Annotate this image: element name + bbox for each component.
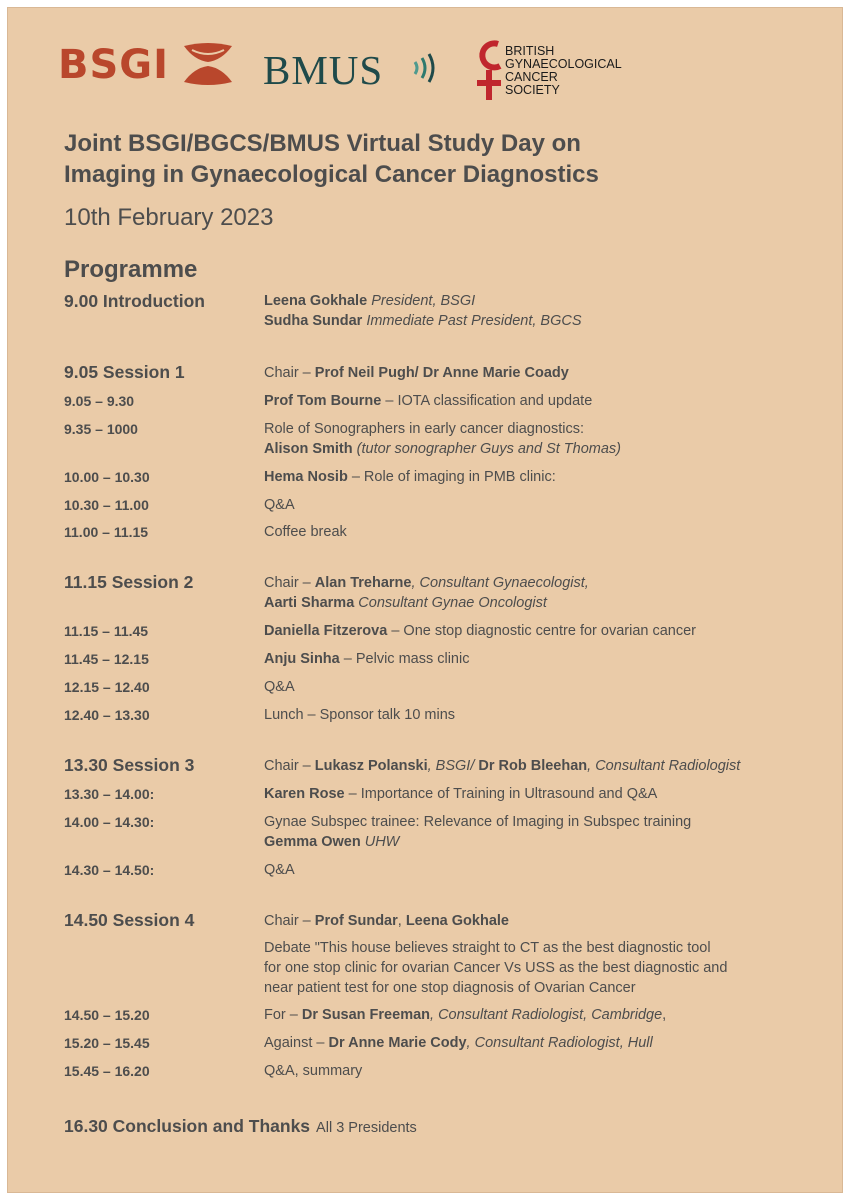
- bgcs-line-1: BRITISH: [505, 44, 555, 58]
- agenda-time: 9.05 – 9.30: [64, 393, 135, 409]
- talk-title: – IOTA classification and update: [381, 393, 593, 409]
- talk-title: Lunch – Sponsor talk 10 mins: [264, 707, 456, 723]
- intro-speaker-2-role: Immediate Past President, BGCS: [366, 313, 582, 329]
- talk-title: Q&A: [264, 679, 295, 695]
- intro-speaker-2: Sudha Sundar: [264, 313, 363, 329]
- agenda-time: 11.45 – 12.15: [64, 651, 149, 667]
- speaker-role: , Consultant Radiologist, Hull: [466, 1035, 653, 1051]
- bsgi-mark-icon: [178, 38, 238, 88]
- session3-chair-2: Dr Rob Bleehan: [478, 758, 588, 774]
- bgcs-logo: [505, 45, 622, 97]
- bgcs-line-2: GYNAECOLOGICAL: [505, 57, 622, 71]
- agenda-time: 15.20 – 15.45: [64, 1035, 150, 1051]
- agenda-time: 14.50 – 15.20: [64, 1007, 150, 1023]
- conclusion-presenters: All 3 Presidents: [316, 1120, 417, 1136]
- agenda-time: 11.00 – 11.15: [64, 524, 149, 540]
- agenda-time: 9.35 – 1000: [64, 421, 138, 437]
- session3-time: 13.30 Session 3: [64, 755, 195, 775]
- session4-chair-1: Prof Sundar: [314, 913, 398, 929]
- chair-prefix: Chair –: [264, 913, 315, 929]
- chair-role: Consultant Gynae Oncologist: [358, 595, 547, 611]
- speaker-name: Dr Susan Freeman: [301, 1007, 431, 1023]
- agenda-time: 10.30 – 11.00: [64, 497, 149, 513]
- intro-speaker-1-role: President, BSGI: [371, 293, 476, 309]
- debate-side: Against –: [264, 1035, 329, 1051]
- event-date: 10th February 2023: [64, 204, 274, 231]
- programme-sheet: [7, 7, 843, 1193]
- agenda-time: 12.15 – 12.40: [64, 679, 150, 695]
- session4-time: 14.50 Session 4: [64, 910, 195, 930]
- agenda-time: 15.45 – 16.20: [64, 1063, 150, 1079]
- session1-time: 9.05 Session 1: [64, 362, 185, 382]
- speaker-name: Karen Rose: [264, 786, 345, 802]
- bsgi-logo: BSGI: [58, 42, 170, 88]
- trailing-punct: ,: [662, 1007, 667, 1023]
- talk-title: – Role of imaging in PMB clinic:: [347, 469, 556, 485]
- speaker-note: UHW: [364, 834, 400, 850]
- conclusion-label: 16.30 Conclusion and Thanks: [64, 1116, 311, 1136]
- talk-title: Q&A: [264, 497, 295, 513]
- soundwave-icon: [411, 50, 439, 86]
- speaker-name: Daniella Fitzerova: [264, 623, 388, 639]
- bmus-logo: BMUS: [263, 47, 384, 93]
- speaker-name: Gemma Owen: [264, 834, 361, 850]
- female-symbol-icon: [474, 40, 504, 104]
- debate-line: for one stop clinic for ovarian Cancer Vs USS as the best diagnostic and: [264, 960, 728, 976]
- speaker-role: , Consultant Radiologist, Cambridge: [430, 1007, 663, 1023]
- title-line-1: Joint BSGI/BGCS/BMUS Virtual Study Day on: [64, 130, 581, 157]
- bgcs-line-3: CANCER: [505, 70, 558, 84]
- agenda-time: 12.40 – 13.30: [64, 707, 150, 723]
- agenda-time: 14.30 – 14.50:: [64, 862, 155, 878]
- bgcs-line-4: SOCIETY: [505, 83, 560, 97]
- speaker-name: Alison Smith: [264, 441, 353, 457]
- session2-chair-2: Aarti Sharma: [264, 595, 355, 611]
- session2-chair-1: Alan Treharne: [314, 575, 412, 591]
- speaker-note: (tutor sonographer Guys and St Thomas): [356, 441, 622, 457]
- conclusion-row: [64, 1116, 417, 1137]
- agenda-time: 11.15 – 11.45: [64, 623, 149, 639]
- chair-prefix: Chair –: [264, 575, 315, 591]
- page-title: [64, 128, 599, 190]
- talk-title: Coffee break: [264, 524, 347, 540]
- talk-title: Q&A, summary: [264, 1063, 363, 1079]
- intro-time: 9.00 Introduction: [64, 291, 205, 311]
- chair-role: , Consultant Radiologist: [587, 758, 741, 774]
- debate-side: For –: [264, 1007, 302, 1023]
- session4-chair-2: Leena Gokhale: [405, 913, 509, 929]
- chair-prefix: Chair –: [264, 758, 315, 774]
- chair-role: , BSGI/: [427, 758, 475, 774]
- agenda-time: 13.30 – 14.00:: [64, 786, 155, 802]
- talk-title: – Pelvic mass clinic: [339, 651, 470, 667]
- session3-chair-1: Lukasz Polanski: [314, 758, 428, 774]
- speaker-name: Hema Nosib: [264, 469, 348, 485]
- programme-heading: Programme: [64, 256, 198, 283]
- speaker-name: Prof Tom Bourne: [264, 393, 382, 409]
- intro-speaker-1: Leena Gokhale: [264, 293, 368, 309]
- debate-line: Debate "This house believes straight to CT as the best diagnostic tool: [264, 940, 711, 956]
- talk-title: Q&A: [264, 862, 295, 878]
- talk-title: – One stop diagnostic centre for ovarian cancer: [387, 623, 696, 639]
- agenda-time: 14.00 – 14.30:: [64, 814, 155, 830]
- debate-line: near patient test for one stop diagnosis of Ovarian Cancer: [264, 980, 636, 996]
- speaker-name: Dr Anne Marie Cody: [328, 1035, 467, 1051]
- chair-prefix: Chair –: [264, 365, 315, 381]
- session2-time: 11.15 Session 2: [64, 572, 194, 592]
- speaker-name: Anju Sinha: [264, 651, 340, 667]
- agenda-time: 10.00 – 10.30: [64, 469, 150, 485]
- talk-title: – Importance of Training in Ultrasound and Q&A: [344, 786, 658, 802]
- session1-chair: Prof Neil Pugh/ Dr Anne Marie Coady: [314, 365, 569, 381]
- title-line-2: Imaging in Gynaecological Cancer Diagnostics: [64, 161, 599, 188]
- talk-title: Role of Sonographers in early cancer diagnostics:: [264, 421, 584, 437]
- chair-separator: ,: [397, 913, 406, 929]
- talk-title: Gynae Subspec trainee: Relevance of Imaging in Subspec training: [264, 814, 692, 830]
- chair-role: , Consultant Gynaecologist,: [411, 575, 589, 591]
